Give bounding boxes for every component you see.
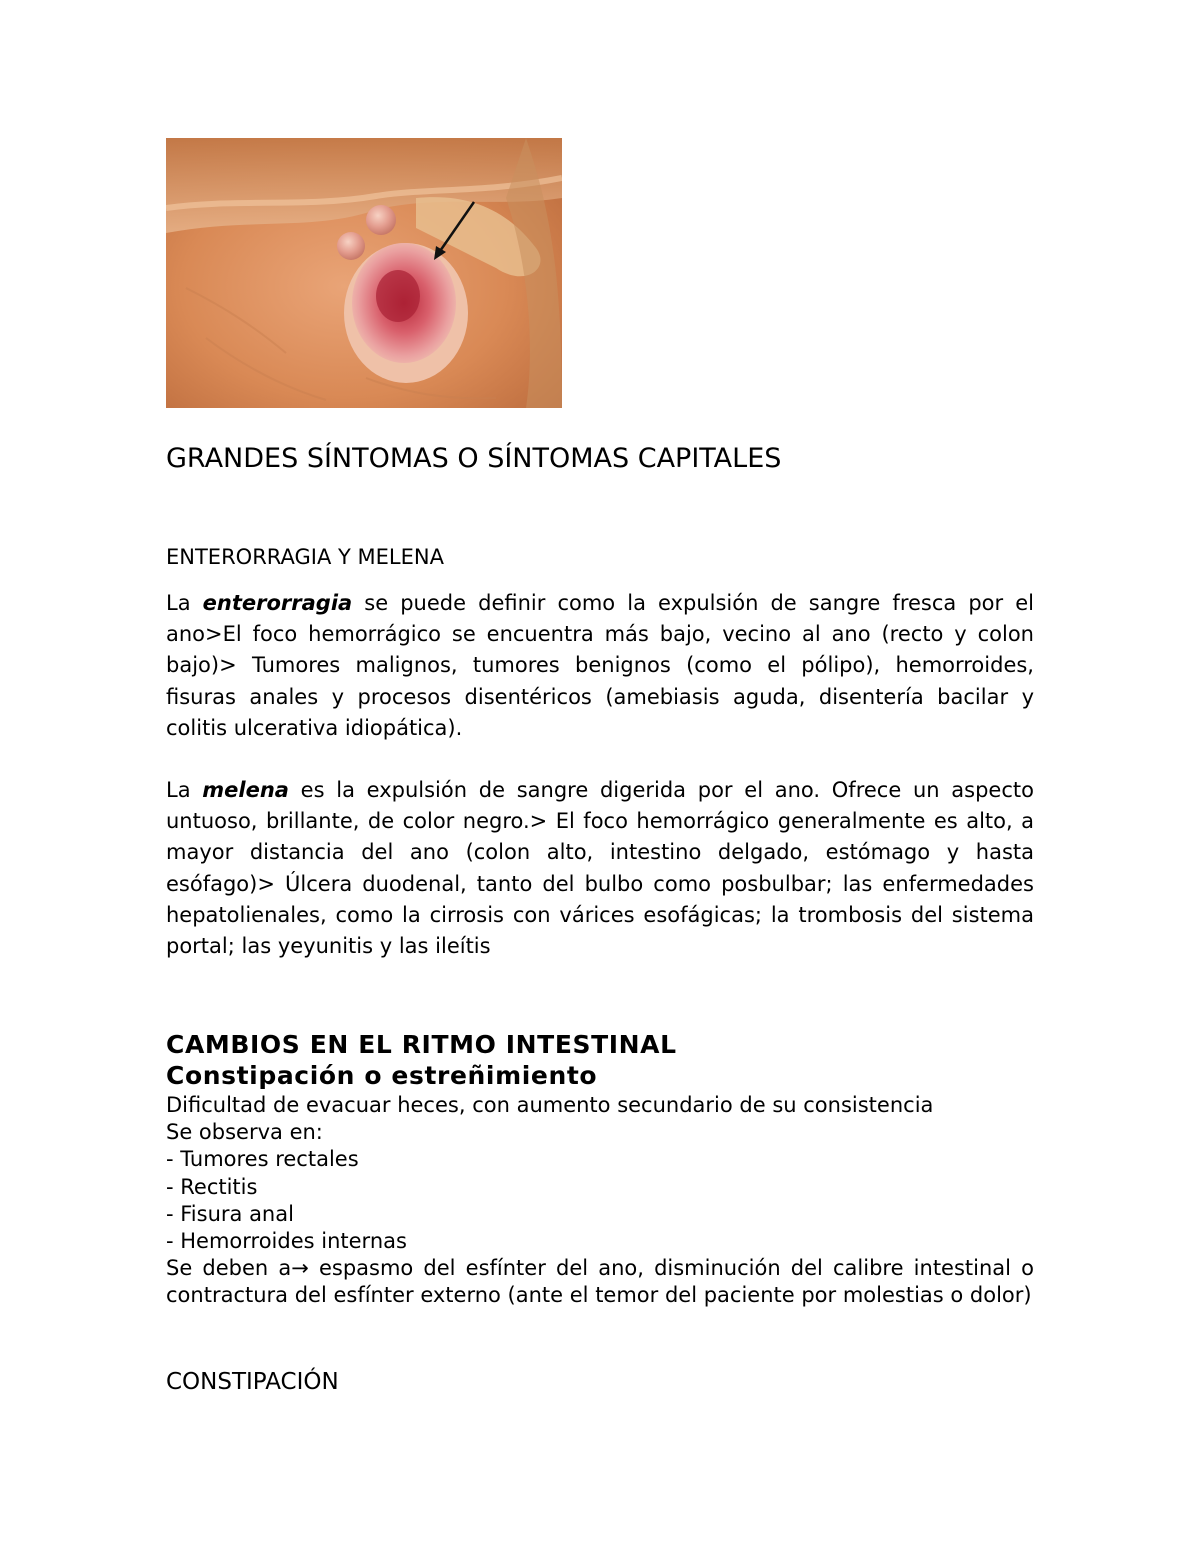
- paragraph-melena: [166, 775, 1034, 962]
- document-title: GRANDES SÍNTOMAS O SÍNTOMAS CAPITALES: [166, 443, 782, 474]
- paragraph-body: es la expulsión de sangre digerida por el ano. Ofrece un aspecto untuoso, brillante, de color negro.> El foco hemorrágico generalmente es alto, a mayor distancia del ano (colon alto, intestino delgado, estómago y hasta esófago)> Úlcera duodenal, tanto del bulbo como posbulbar; las enfermedades hepatolienales, como la cirrosis con várices esofágicas; la trombosis del sistema portal; las yeyunitis y las ileítis: [166, 778, 1034, 959]
- constipation-details: [166, 1092, 1034, 1310]
- section-heading-ritmo-intestinal: CAMBIOS EN EL RITMO INTESTINAL: [166, 1030, 677, 1059]
- definition-text: Dificultad de evacuar heces, con aumento secundario de su consistencia: [166, 1093, 934, 1117]
- list-item: - Fisura anal: [166, 1201, 294, 1226]
- list-item: - Tumores rectales: [166, 1147, 359, 1172]
- list-item: - Hemorroides internas: [166, 1229, 407, 1254]
- clinical-photo: [166, 138, 562, 408]
- term-enterorragia: enterorragia: [202, 591, 353, 615]
- paragraph-enterorragia: [166, 588, 1034, 744]
- section-heading-constipacion: CONSTIPACIÓN: [166, 1369, 339, 1395]
- clinical-photo-illustration: [166, 138, 562, 408]
- subheading-constipacion: Constipación o estreñimiento: [166, 1061, 598, 1090]
- term-melena: melena: [202, 778, 289, 802]
- list-item: - Rectitis: [166, 1174, 258, 1199]
- paragraph-lead: La: [166, 591, 203, 615]
- causes-text: Se deben a→ espasmo del esfínter del ano, disminución del calibre intestinal o contractura del esfínter externo (ante el temor del paciente por molestias o dolor): [166, 1256, 1034, 1308]
- section-heading-enterorragia-melena: ENTERORRAGIA Y MELENA: [166, 545, 444, 569]
- observed-intro: Se observa en:: [166, 1120, 323, 1145]
- paragraph-body: se puede definir como la expulsión de sangre fresca por el ano>El foco hemorrágico se encuentra más bajo, vecino al ano (recto y colon bajo)> Tumores malignos, tumores benignos (como el pólipo), hemorroides, fisuras anales y procesos disentéricos (amebiasis aguda, disentería bacilar y colitis ulcerativa idiopática).: [166, 591, 1034, 740]
- paragraph-lead: La: [166, 778, 203, 802]
